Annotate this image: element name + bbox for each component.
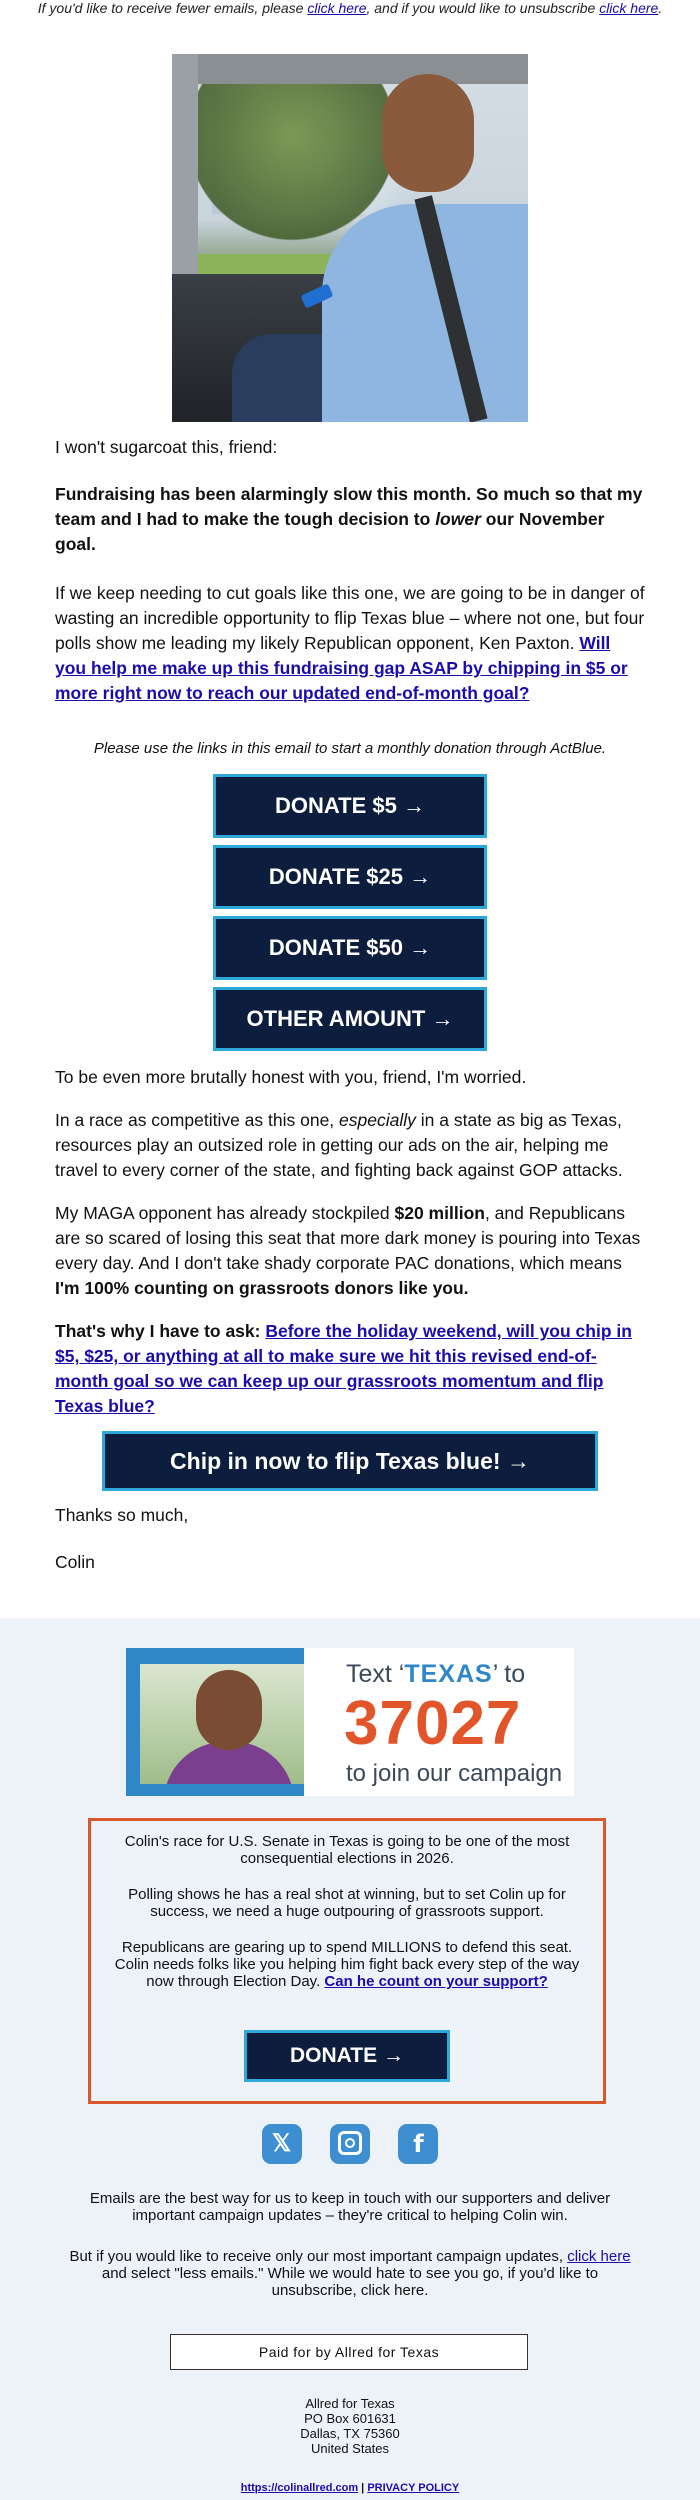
unsubscribe-link[interactable]: click here	[599, 0, 659, 16]
social-links	[0, 2124, 700, 2164]
x-icon[interactable]: 𝕏	[262, 2124, 302, 2164]
instagram-glyph	[338, 2131, 362, 2155]
instagram-icon[interactable]	[330, 2124, 370, 2164]
bold-grassroots: I'm 100% counting on grassroots donors like you.	[55, 1278, 469, 1298]
donate-25-button[interactable]: DONATE $25 →	[213, 845, 487, 909]
mailing-address	[0, 2396, 700, 2456]
banner-number: 37027	[344, 1689, 522, 1758]
preheader-text: , and if you would like to unsubscribe	[366, 0, 600, 16]
photo-car-frame	[172, 54, 528, 84]
banner-text: Text ‘	[346, 1660, 405, 1688]
paragraph-ask	[55, 1319, 645, 1419]
banner-line3: to join our campaign	[346, 1760, 563, 1787]
paragraph-text: If we keep needing to cut goals like this one, we are going to be in danger of wasting an incredible opportunity to flip Texas blue – where not one, but four polls show me leading my likely Republican opponent, Ken Paxton.	[55, 583, 645, 653]
monthly-note: Please use the links in this email to start a monthly donation through ActBlue.	[93, 740, 607, 757]
paragraph-text: in a state as big as Texas, resources play an outsized role in getting our ads on the air, helping me travel to every corner of the state, and fighting back against GOP attacks.	[55, 1110, 623, 1180]
footer-section	[0, 1618, 700, 2500]
box-paragraph: Colin's race for U.S. Senate in Texas is going to be one of the most consequential elections in 2026.	[124, 1833, 570, 1867]
box-text: Republicans are gearing up to spend MILLIONS to defend this seat. Colin needs folks like you helping him fight back every step of the way now through Election Day.	[114, 1939, 580, 1990]
paid-for-disclaimer: Paid for by Allred for Texas	[170, 2334, 528, 2370]
preheader	[0, 0, 700, 18]
chip-in-button[interactable]: Chip in now to flip Texas blue! →	[102, 1431, 598, 1491]
footer-text: and select "less emails." While we would hate to see you go, if you'd like to unsubscribe, click here.	[101, 2265, 599, 2299]
support-box	[88, 1818, 606, 2104]
bold-ask: That's why I have to ask:	[55, 1321, 266, 1341]
paragraph-worried: To be even more brutally honest with you, friend, I'm worried.	[55, 1067, 527, 1087]
address-line: Allred for Texas	[305, 2396, 395, 2411]
privacy-policy-link[interactable]: PRIVACY POLICY	[367, 2482, 460, 2494]
box-donate-button[interactable]: DONATE →	[244, 2030, 450, 2082]
emphasis-lower: lower	[435, 509, 481, 529]
paragraph-text: My MAGA opponent has already stockpiled	[55, 1203, 395, 1223]
donate-5-button[interactable]: DONATE $5 →	[213, 774, 487, 838]
footer-links	[0, 2482, 700, 2494]
text-to-join-banner[interactable]	[126, 1648, 574, 1796]
support-link[interactable]: Can he count on your support?	[324, 1973, 548, 1990]
holiday-donate-link[interactable]: Before the holiday weekend, will you chip in $5, $25, or anything at all to make sure we hit this revised end-of-month goal so we can keep up our grassroots momentum and flip Texas blue?	[55, 1321, 632, 1416]
facebook-icon[interactable]: f	[398, 2124, 438, 2164]
bold-paragraph	[55, 482, 645, 557]
paragraph-opponent	[55, 1201, 645, 1301]
greeting: I won't sugarcoat this, friend:	[55, 437, 278, 457]
paragraph-text: In a race as competitive as this one,	[55, 1110, 340, 1130]
hero-photo[interactable]	[172, 54, 528, 422]
link-separator: |	[358, 2482, 368, 2494]
fewer-emails-link[interactable]: click here	[307, 0, 367, 16]
banner-photo-head	[196, 1670, 262, 1750]
donate-50-button[interactable]: DONATE $50 →	[213, 916, 487, 980]
footer-unsubscribe-paragraph	[60, 2248, 640, 2299]
preheader-text: .	[658, 0, 663, 16]
bold-text-end: our November goal.	[55, 509, 605, 554]
address-line: Dallas, TX 75360	[300, 2426, 400, 2441]
paragraph-polls	[55, 581, 645, 706]
footer-paragraph: Emails are the best way for us to keep in touch with our supporters and deliver important campaign updates – they're critical to helping Colin win.	[89, 2190, 611, 2224]
photo-head	[382, 74, 474, 192]
preheader-text: If you'd like to receive fewer emails, please	[37, 0, 308, 16]
paragraph-text: , and Republicans are so scared of losing this seat that more dark money is pouring into Texas every day. And I don't take shady corporate PAC donations, which means	[55, 1203, 641, 1273]
thanks-line: Thanks so much,	[55, 1505, 189, 1525]
photo-tree	[192, 64, 392, 244]
emphasis-especially: especially	[339, 1110, 416, 1130]
address-line: PO Box 601631	[304, 2411, 396, 2426]
box-paragraph	[113, 1939, 581, 1990]
banner-text: ’ to	[492, 1660, 526, 1688]
footer-click-here-link[interactable]: click here	[567, 2248, 631, 2265]
banner-keyword: TEXAS	[404, 1660, 493, 1688]
paragraph-resources	[55, 1108, 645, 1183]
banner-photo	[140, 1664, 304, 1784]
other-amount-button[interactable]: OTHER AMOUNT →	[213, 987, 487, 1051]
website-link[interactable]: https://colinallred.com	[240, 2482, 359, 2494]
footer-text: But if you would like to receive only our most important campaign updates,	[69, 2248, 568, 2265]
box-paragraph: Polling shows he has a real shot at winning, but to set Colin up for success, we need a huge outpouring of grassroots support.	[128, 1886, 566, 1920]
address-line: United States	[310, 2441, 390, 2456]
bold-text: Fundraising has been alarmingly slow this month. So much so that my team and I had to make the tough decision to	[55, 484, 643, 529]
banner-line1	[346, 1660, 525, 1689]
donate-ask-link[interactable]: Will you help me make up this fundraising gap ASAP by chipping in $5 or more right now to reach our updated end-of-month goal?	[55, 633, 628, 703]
email-body	[55, 435, 645, 1575]
bold-amount: $20 million	[394, 1203, 485, 1223]
signature: Colin	[55, 1552, 95, 1572]
